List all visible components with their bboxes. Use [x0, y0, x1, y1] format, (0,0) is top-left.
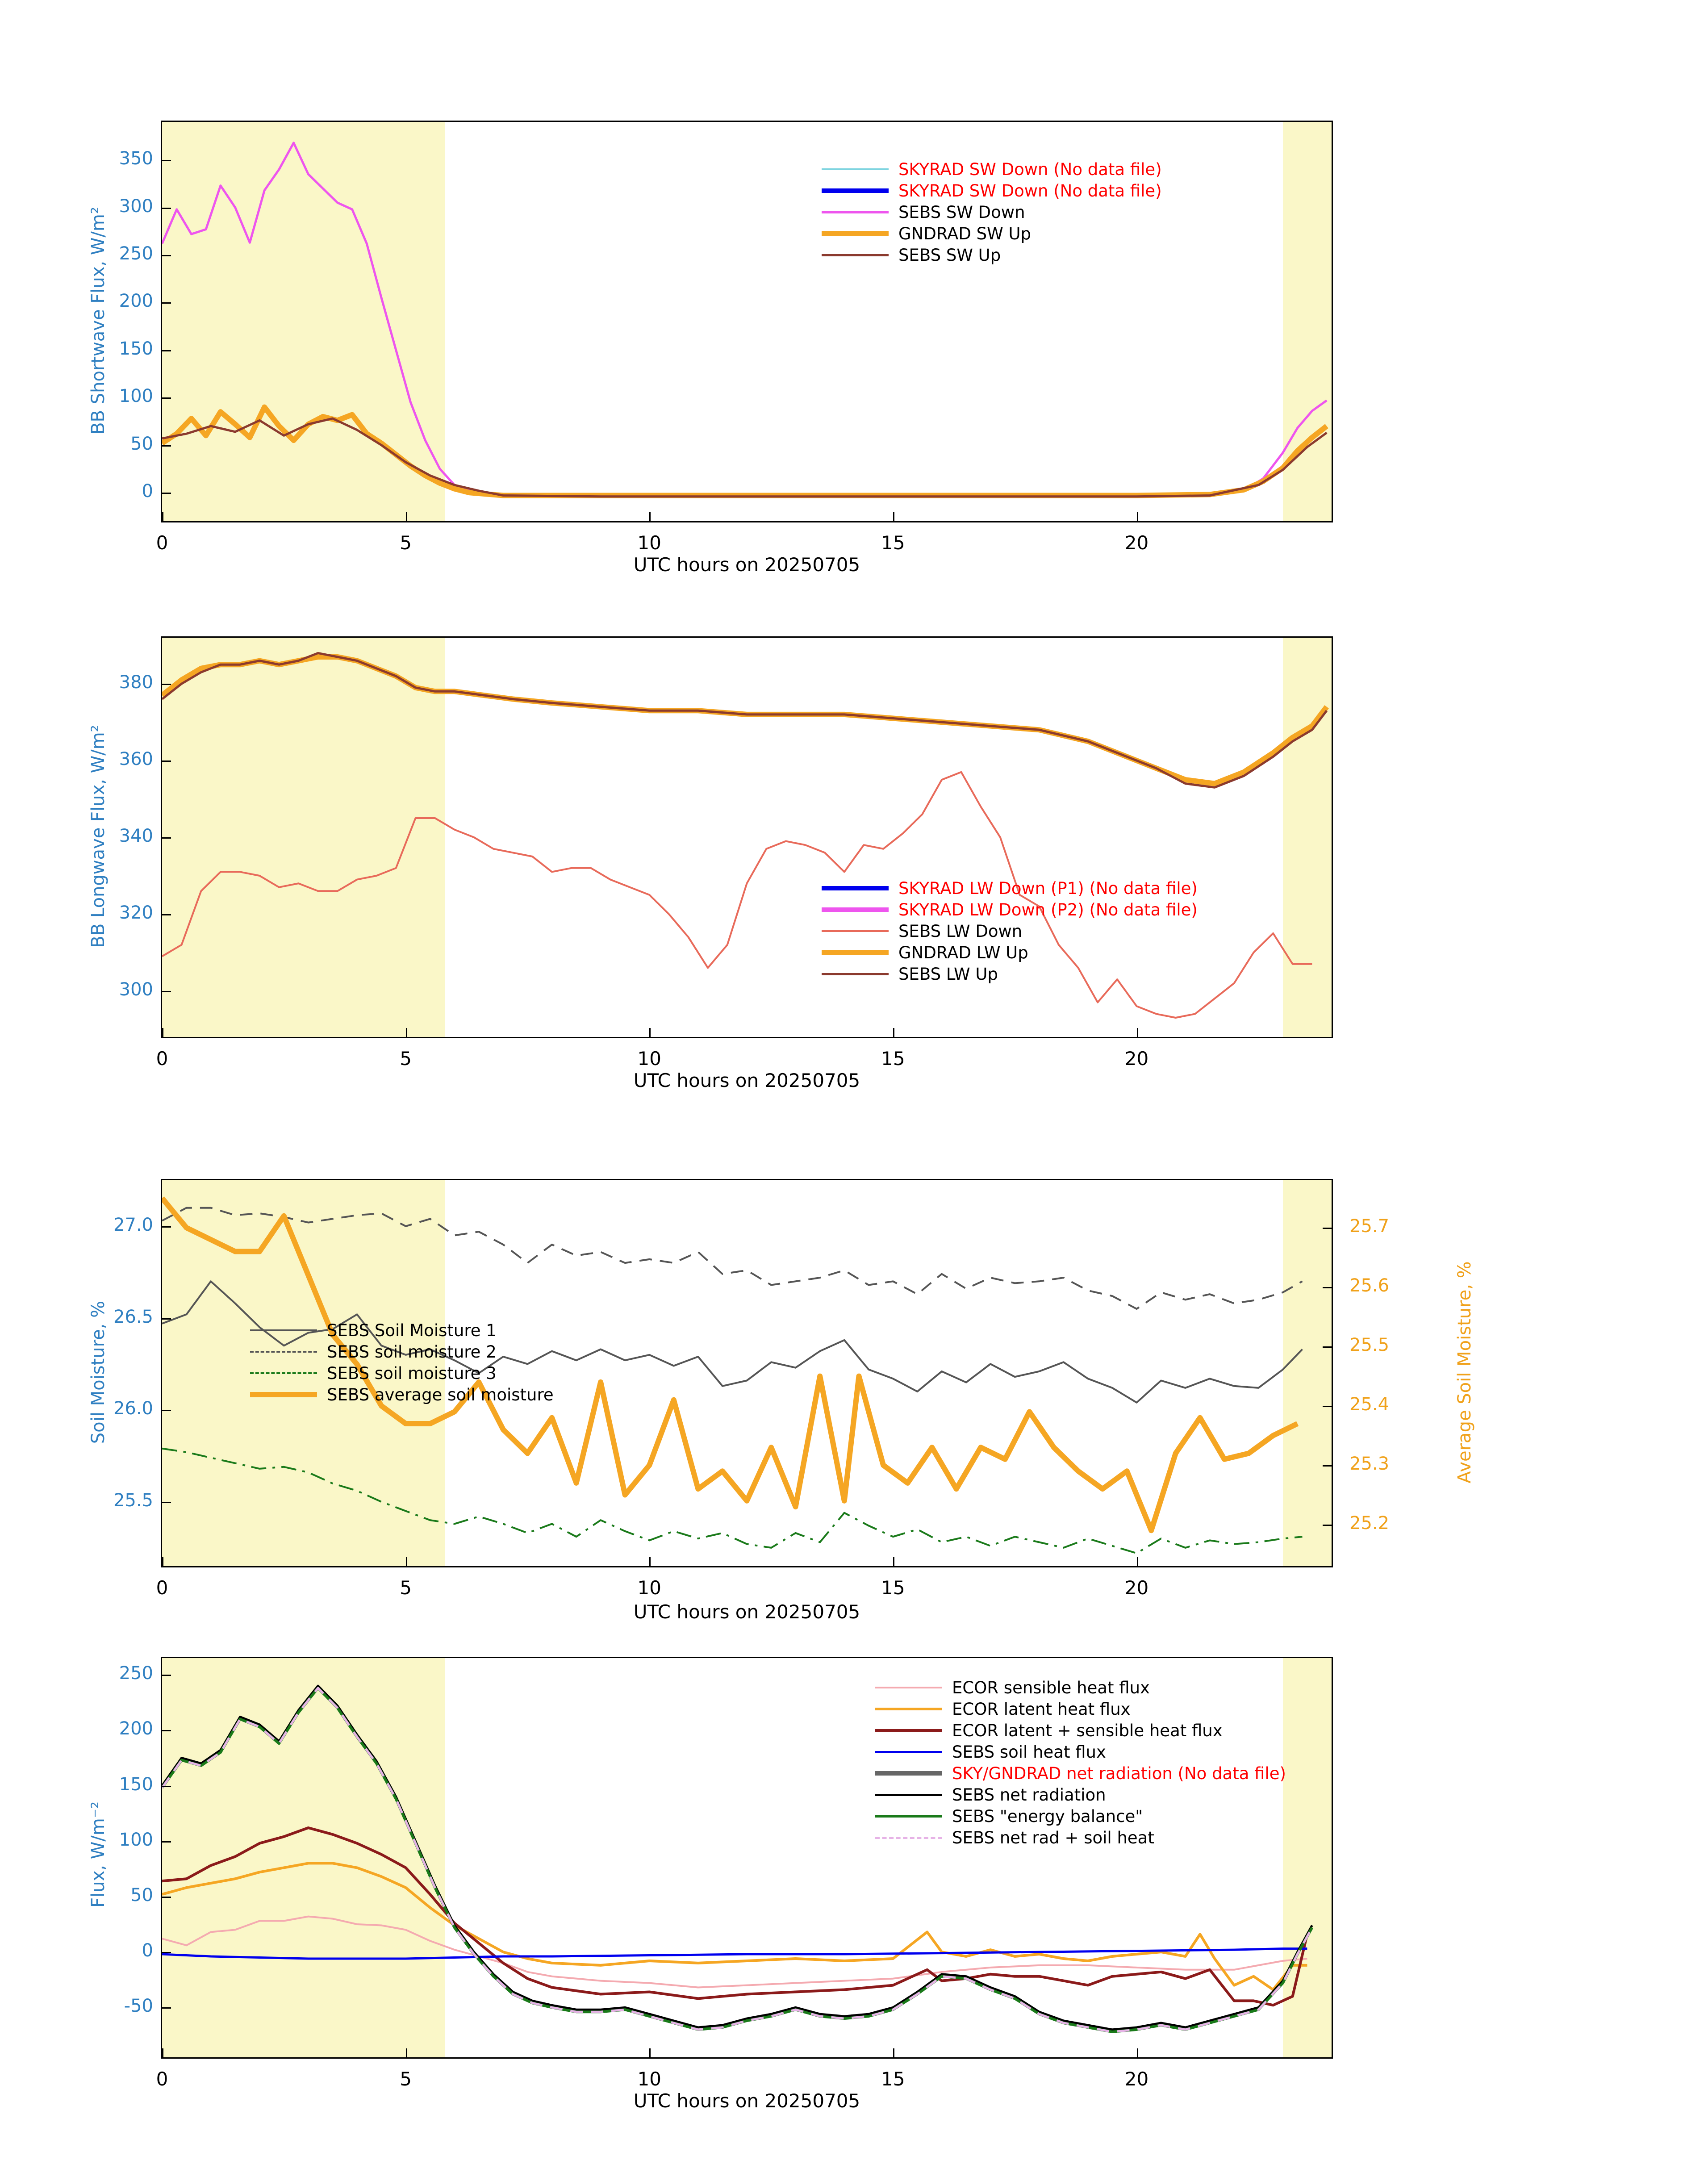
y-tick-mark: [162, 1897, 171, 1898]
x-axis-label-longwave: UTC hours on 20250705: [633, 1070, 860, 1091]
x-tick-mark: [1137, 1557, 1138, 1566]
x-tick-mark: [649, 512, 651, 521]
legend-entry: [875, 1805, 1286, 1827]
x-tick-label: 20: [1124, 2068, 1149, 2090]
y-tick-label: 200: [119, 291, 153, 312]
x-tick-mark: [893, 2048, 894, 2057]
legend-label: SKYRAD LW Down (P2) (No data file): [898, 900, 1198, 919]
legend-longwave: [822, 877, 1198, 985]
series-line: [162, 653, 1327, 787]
x-tick-label: 5: [400, 1577, 412, 1599]
y-tick-label: 50: [130, 1885, 153, 1905]
y-tick-mark-right: [1323, 1406, 1332, 1407]
y-axis-label-longwave: BB Longwave Flux, W/m²: [88, 725, 109, 948]
y-tick-mark: [162, 302, 171, 304]
y-tick-label: 320: [119, 902, 153, 923]
x-tick-label: 5: [400, 2068, 412, 2090]
y-tick-label: 300: [119, 196, 153, 217]
x-tick-label: 10: [637, 532, 661, 554]
legend-label: SKYRAD SW Down (No data file): [898, 159, 1162, 179]
legend-label: SEBS soil heat flux: [952, 1742, 1106, 1762]
x-tick-label: 15: [881, 532, 905, 554]
x-tick-label: 15: [881, 1048, 905, 1070]
legend-swatch: [875, 1751, 942, 1753]
legend-swatch: [822, 950, 889, 955]
legend-entry: [822, 899, 1198, 920]
legend-swatch: [822, 886, 889, 890]
x-axis-label-flux: UTC hours on 20250705: [633, 2090, 860, 2112]
legend-swatch: [822, 168, 889, 170]
y-tick-mark: [162, 445, 171, 447]
legend-entry: [250, 1362, 554, 1384]
legend-swatch: [875, 1687, 942, 1688]
legend-label: SEBS LW Down: [898, 921, 1023, 941]
y-tick-mark: [162, 208, 171, 209]
y-tick-mark: [162, 684, 171, 685]
series-line: [162, 418, 1327, 497]
x-tick-mark: [893, 1028, 894, 1037]
legend-entry: [822, 244, 1162, 266]
legend-swatch: [250, 1372, 317, 1374]
legend-entry: [875, 1698, 1286, 1720]
x-tick-label: 20: [1124, 532, 1149, 554]
y-tick-mark: [162, 914, 171, 915]
y-tick-mark: [162, 1410, 171, 1411]
legend-entry: [822, 180, 1162, 201]
x-tick-mark: [893, 1557, 894, 1566]
legend-entry: [822, 201, 1162, 223]
y-axis-label-average-soil-moisture: Average Soil Moisture, %: [1454, 1261, 1475, 1483]
x-axis-label-soil-moisture: UTC hours on 20250705: [633, 1601, 860, 1623]
legend-entry: [822, 877, 1198, 899]
x-tick-mark: [162, 2048, 163, 2057]
y-tick-mark-right: [1323, 1465, 1332, 1467]
legend-label: SKYRAD SW Down (No data file): [898, 181, 1162, 201]
x-tick-label: 0: [156, 1048, 168, 1070]
legend-entry: [822, 223, 1162, 244]
legend-shortwave: [822, 159, 1162, 266]
y-tick-label: 350: [119, 148, 153, 169]
y-tick-label: -50: [124, 1996, 153, 2017]
y-tick-label: 150: [119, 338, 153, 359]
x-tick-label: 15: [881, 1577, 905, 1599]
y-tick-label-right: 25.2: [1349, 1513, 1390, 1534]
series-line: [162, 657, 1327, 784]
series-line: [162, 1863, 1307, 1989]
x-tick-label: 0: [156, 532, 168, 554]
y-tick-label-right: 25.3: [1349, 1454, 1390, 1475]
legend-label: SEBS SW Up: [898, 245, 1001, 265]
legend-swatch: [822, 973, 889, 975]
legend-entry: [250, 1341, 554, 1362]
legend-entry: [822, 920, 1198, 942]
legend-label: SKYRAD LW Down (P1) (No data file): [898, 878, 1198, 898]
x-tick-mark: [162, 1028, 163, 1037]
x-tick-mark: [649, 1028, 651, 1037]
y-tick-label: 26.0: [113, 1398, 153, 1419]
y-tick-label: 300: [119, 979, 153, 1000]
legend-label: SEBS "energy balance": [952, 1806, 1143, 1826]
y-tick-mark: [162, 1952, 171, 1953]
y-tick-mark-right: [1323, 1346, 1332, 1348]
legend-label: ECOR latent + sensible heat flux: [952, 1721, 1223, 1740]
y-tick-mark: [162, 837, 171, 839]
legend-swatch: [875, 1708, 942, 1710]
legend-label: GNDRAD LW Up: [898, 943, 1028, 962]
series-line: [162, 1828, 1307, 2005]
y-tick-mark: [162, 350, 171, 351]
y-tick-mark: [162, 760, 171, 762]
y-tick-mark: [162, 991, 171, 992]
legend-swatch: [822, 930, 889, 932]
y-tick-label: 340: [119, 826, 153, 846]
series-line: [162, 1208, 1303, 1309]
legend-swatch: [875, 1815, 942, 1818]
legend-label: SEBS net rad + soil heat: [952, 1828, 1154, 1847]
y-axis-label-flux: Flux, W/m⁻²: [88, 1801, 109, 1908]
legend-swatch: [822, 907, 889, 912]
y-tick-label-right: 25.5: [1349, 1335, 1390, 1356]
legend-entry: [250, 1320, 554, 1341]
panel-bb-shortwave: [0, 0, 1708, 598]
y-tick-mark: [162, 2007, 171, 2009]
y-tick-label: 380: [119, 672, 153, 693]
legend-label: SEBS soil moisture 3: [327, 1363, 497, 1383]
y-tick-mark: [162, 1502, 171, 1503]
x-tick-label: 15: [881, 2068, 905, 2090]
legend-swatch: [875, 1729, 942, 1732]
x-tick-mark: [162, 1557, 163, 1566]
x-tick-label: 0: [156, 2068, 168, 2090]
x-tick-mark: [649, 1557, 651, 1566]
y-tick-mark: [162, 1841, 171, 1843]
x-axis-label-shortwave: UTC hours on 20250705: [633, 554, 860, 576]
panel-soil-moisture: [0, 1161, 1708, 1657]
legend-swatch: [822, 188, 889, 193]
legend-swatch: [875, 1771, 942, 1776]
x-tick-mark: [162, 512, 163, 521]
legend-entry: [875, 1763, 1286, 1784]
x-tick-mark: [406, 2048, 407, 2057]
x-tick-mark: [406, 1028, 407, 1037]
x-tick-mark: [1137, 2048, 1138, 2057]
panel-flux: [0, 1657, 1708, 2177]
legend-entry: [250, 1384, 554, 1405]
legend-entry: [875, 1827, 1286, 1848]
y-tick-label: 360: [119, 749, 153, 770]
y-tick-mark-right: [1323, 1228, 1332, 1229]
legend-entry: [822, 942, 1198, 963]
y-tick-label: 100: [119, 1829, 153, 1850]
x-tick-label: 5: [400, 1048, 412, 1070]
legend-swatch: [822, 254, 889, 256]
y-tick-mark: [162, 493, 171, 494]
x-tick-mark: [1137, 512, 1138, 521]
x-tick-label: 10: [637, 2068, 661, 2090]
legend-swatch: [875, 1794, 942, 1796]
x-tick-label: 10: [637, 1048, 661, 1070]
y-tick-label-right: 25.6: [1349, 1275, 1390, 1296]
y-tick-label-right: 25.4: [1349, 1394, 1390, 1415]
y-tick-label: 25.5: [113, 1490, 153, 1511]
x-tick-label: 20: [1124, 1577, 1149, 1599]
legend-entry: [875, 1720, 1286, 1741]
y-tick-mark: [162, 1730, 171, 1731]
legend-swatch: [250, 1392, 317, 1397]
legend-label: SEBS LW Up: [898, 964, 998, 984]
legend-entry: [875, 1677, 1286, 1698]
legend-label: SEBS soil moisture 2: [327, 1342, 497, 1362]
legend-label: SEBS average soil moisture: [327, 1385, 554, 1404]
series-line: [162, 1449, 1303, 1554]
legend-swatch: [875, 1837, 942, 1839]
y-tick-mark: [162, 1226, 171, 1228]
y-tick-mark-right: [1323, 1287, 1332, 1288]
y-tick-label: 27.0: [113, 1214, 153, 1235]
y-tick-label: 250: [119, 1663, 153, 1684]
legend-entry: [875, 1741, 1286, 1763]
x-tick-mark: [1137, 1028, 1138, 1037]
x-tick-mark: [893, 512, 894, 521]
x-tick-label: 20: [1124, 1048, 1149, 1070]
y-tick-mark-right: [1323, 1525, 1332, 1526]
legend-entry: [822, 159, 1162, 180]
legend-flux: [875, 1677, 1286, 1848]
x-tick-mark: [406, 512, 407, 521]
x-tick-label: 0: [156, 1577, 168, 1599]
x-tick-mark: [406, 1557, 407, 1566]
x-tick-mark: [649, 2048, 651, 2057]
y-tick-mark: [162, 397, 171, 399]
legend-label: SKY/GNDRAD net radiation (No data file): [952, 1763, 1286, 1783]
y-tick-mark: [162, 1318, 171, 1320]
y-tick-label: 150: [119, 1774, 153, 1795]
legend-label: GNDRAD SW Up: [898, 224, 1031, 243]
y-tick-mark: [162, 160, 171, 161]
y-tick-label: 26.5: [113, 1306, 153, 1327]
y-tick-label: 200: [119, 1718, 153, 1739]
legend-entry: [875, 1784, 1286, 1805]
y-tick-mark: [162, 1786, 171, 1787]
legend-label: SEBS net radiation: [952, 1785, 1106, 1805]
y-tick-label: 50: [130, 433, 153, 454]
y-tick-label: 0: [142, 1940, 153, 1961]
y-axis-label-soil-moisture: Soil Moisture, %: [88, 1300, 109, 1444]
legend-label: ECOR sensible heat flux: [952, 1678, 1150, 1697]
y-tick-label-right: 25.7: [1349, 1216, 1390, 1237]
legend-swatch: [822, 231, 889, 236]
legend-label: SEBS Soil Moisture 1: [327, 1320, 497, 1340]
y-tick-label: 250: [119, 243, 153, 264]
panel-bb-longwave: [0, 598, 1708, 1161]
legend-label: SEBS SW Down: [898, 202, 1025, 222]
legend-swatch: [250, 1351, 317, 1353]
y-tick-label: 0: [142, 481, 153, 502]
legend-label: ECOR latent heat flux: [952, 1699, 1131, 1719]
y-tick-label: 100: [119, 386, 153, 407]
legend-swatch: [822, 211, 889, 213]
y-tick-mark: [162, 1675, 171, 1676]
legend-swatch: [250, 1329, 317, 1331]
x-tick-label: 5: [400, 532, 412, 554]
y-axis-label-shortwave: BB Shortwave Flux, W/m²: [88, 207, 109, 435]
legend-entry: [822, 963, 1198, 985]
x-tick-label: 10: [637, 1577, 661, 1599]
y-tick-mark: [162, 255, 171, 256]
legend-soil-moisture: [250, 1320, 554, 1405]
